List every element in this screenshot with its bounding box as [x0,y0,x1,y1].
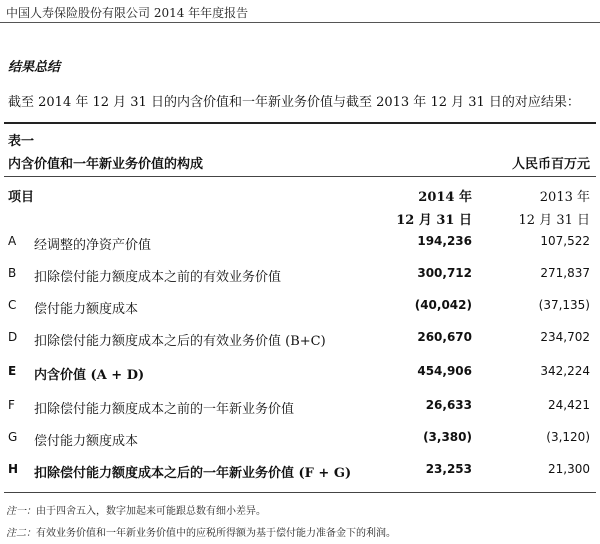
row-code: H [8,462,19,476]
item-column-header: 项目 [8,190,35,205]
row-code: C [8,298,17,312]
col-2013-date: 12 月 31 日 [518,213,590,228]
value-2013: (37,135) [538,298,590,312]
row-code: E [8,364,17,378]
table-row [0,462,600,484]
table-top-rule [4,122,596,124]
footnote-2-label: 注二： [6,528,36,539]
row-label: 偿付能力额度成本 [34,434,139,449]
row-code: A [8,234,17,248]
row-label: 扣除偿付能力额度成本之前的一年新业务价值 [34,402,295,417]
footnote-1-text: 由于四舍五入，数字加起来可能跟总数有细小差异。 [36,506,266,517]
header-rule [0,22,600,23]
value-2013: 271,837 [540,266,590,280]
table-bottom-rule [4,492,596,493]
table-header-rule [4,176,596,177]
value-2014: (3,380) [423,430,472,444]
value-2013: 21,300 [548,462,590,476]
value-2014: 300,712 [417,266,472,280]
table-row [0,430,600,452]
value-2014: 194,236 [417,234,472,248]
row-label: 经调整的净资产价值 [34,238,152,253]
value-2014: 454,906 [417,364,472,378]
row-code: B [8,266,17,280]
row-label: 扣除偿付能力额度成本之后的一年新业务价值 (F + G) [34,466,352,481]
footnote-1 [6,502,266,517]
table-row [0,398,600,420]
table-row [0,298,600,320]
footnote-1-label: 注一： [6,506,36,517]
row-code: G [8,430,18,444]
value-2013: 107,522 [540,234,590,248]
table-title: 表一 [8,134,35,149]
col-2013-year: 2013 年 [539,190,590,205]
table-row [0,266,600,288]
section-title: 结果总结 [8,60,61,75]
report-header: 中国人寿保险股份有限公司 2014 年年度报告 [6,6,249,20]
col-2014-date: 12 月 31 日 [396,213,472,228]
value-2013: 24,421 [548,398,590,412]
row-label: 扣除偿付能力额度成本之后的有效业务价值 (B+C) [34,334,326,349]
table-unit: 人民币百万元 [511,157,590,172]
row-label: 内含价值 (A + D) [34,368,145,383]
value-2013: 342,224 [540,364,590,378]
value-2013: 234,702 [540,330,590,344]
table-subtitle: 内含价值和一年新业务价值的构成 [8,157,204,172]
table-row [0,330,600,352]
value-2013: (3,120) [546,430,590,444]
value-2014: 260,670 [417,330,472,344]
row-label: 扣除偿付能力额度成本之前的有效业务价值 [34,270,282,285]
footnote-2-text: 有效业务价值和一年新业务价值中的应税所得额为基于偿付能力准备金下的利润。 [36,528,396,539]
table-row [0,234,600,256]
value-2014: 23,253 [425,462,472,476]
row-label: 偿付能力额度成本 [34,302,139,317]
intro-text: 截至 2014 年 12 月 31 日的内含价值和一年新业务价值与截至 2013 年 12 月 31 日的对应结果： [8,95,580,110]
table-row [0,364,600,386]
row-code: F [8,398,15,412]
col-2014-year: 2014 年 [418,190,472,205]
value-2014: (40,042) [414,298,472,312]
row-code: D [8,330,18,344]
footnote-2 [6,524,396,539]
value-2014: 26,633 [425,398,472,412]
